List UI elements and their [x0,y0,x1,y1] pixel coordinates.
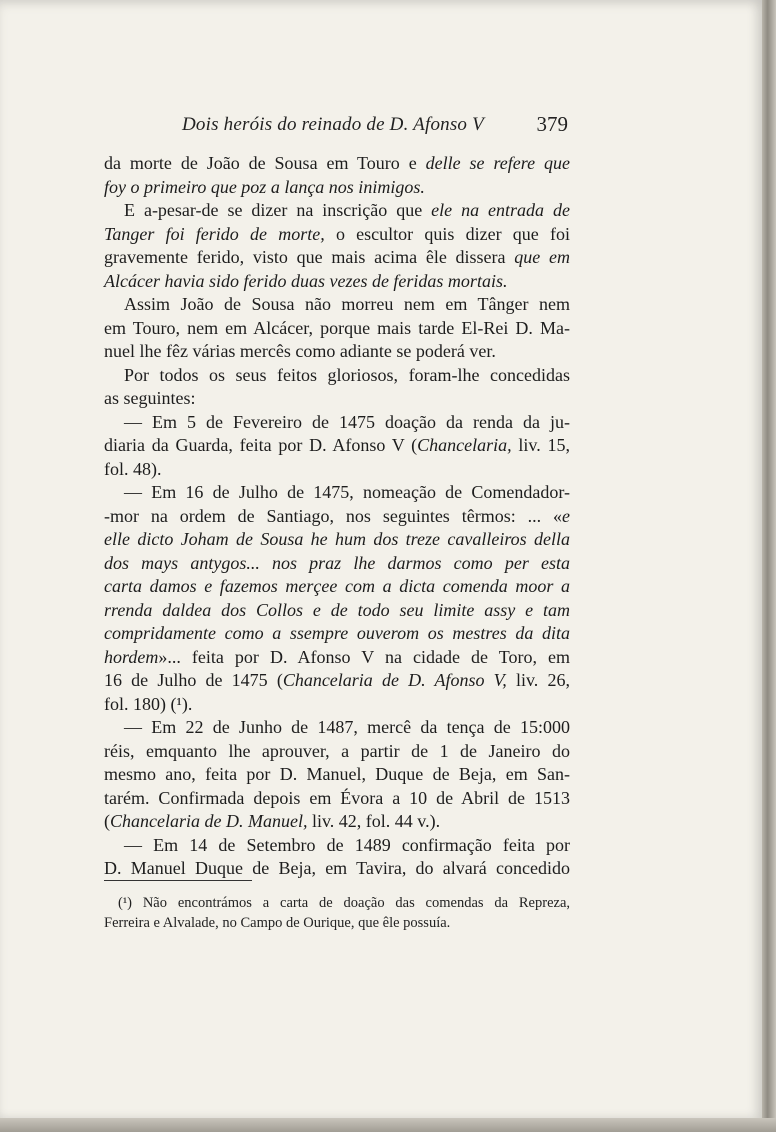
text-line [104,340,570,364]
text-line [104,199,570,223]
page-header [102,112,568,142]
text-run: Por todos os seus feitos gloriosos, foram-lhe concedidas [124,364,570,385]
italic-run: elle dicto Joham de Sousa he hum dos treze cavalleiros della [104,529,570,549]
text-line [104,458,570,482]
paragraph [104,716,570,834]
text-run: da morte de João de Sousa em Touro e [104,153,426,173]
text-line [104,364,570,388]
text-line [104,223,570,247]
paragraph [104,293,570,364]
text-run: liv. 42, fol. 44 v.). [307,811,441,831]
paragraph [104,364,570,411]
italic-run: Chancelaria de D. Afonso V, [282,670,507,690]
text-run: o escultor quis dizer que foi [324,223,570,244]
text-line [104,857,570,881]
text-run: mesmo ano, feita por D. Manuel, Duque de Beja, em San- [104,764,570,784]
italic-run: hordem [104,646,159,667]
paragraph [104,411,570,482]
text-line [104,505,570,529]
text-run: »... feita por D. Afonso V na cidade de Toro, em [158,646,570,667]
text-line [104,646,570,670]
italic-run: carta damos e fazemos merçee com a dicta comenda moor a [104,576,570,596]
text-run: — Em 16 de Julho de 1475, nomeação de Comendador- [124,482,570,502]
text-line [104,387,570,411]
italic-run: compridamente como a ssempre ouverom os mestres da dita [104,623,570,643]
text-run: nuel lhe fêz várias mercês como adiante se poderá ver. [104,341,496,361]
text-line [104,810,570,834]
italic-run: Alcácer havia sido ferido duas vezes de feridas mortais. [104,270,508,291]
text-line [104,293,570,317]
text-line [104,246,570,270]
text-run: — Em 14 de Setembro de 1489 confirmação feita por [124,834,570,855]
italic-run: Chancelaria, [417,435,512,455]
text-line [104,411,570,435]
text-run: réis, emquanto lhe aprouver, a partir de 1 de Janeiro do [104,740,570,761]
text-line [104,740,570,764]
text-line [104,834,570,858]
text-run: 16 de Julho de 1475 ( [104,670,283,690]
text-line [104,317,570,341]
footnote-rule [104,880,252,881]
footnote [104,893,570,933]
text-run: em Touro, nem em Alcácer, porque mais tarde El-Rei D. Ma- [104,317,570,338]
italic-run: ele na entrada de [431,200,570,220]
paragraph [104,834,570,881]
text-line [104,552,570,576]
footnote-line: Ferreira e Alvalade, no Campo de Ourique, que êle possuía. [104,915,451,931]
text-run: E a-pesar-de se dizer na inscrição que [124,200,432,220]
italic-run: Chancelaria de D. Manuel, [110,811,308,831]
text-line [104,693,570,717]
text-line [104,176,570,200]
page-edge-bottom [0,1118,776,1132]
body-text [104,152,570,881]
footnote-line: (¹) Não encontrámos a carta de doação das comendas da Repreza, [118,895,570,911]
italic-run: foy o primeiro que poz a lança nos inimigos. [104,176,425,197]
text-line [104,622,570,646]
text-line [104,787,570,811]
page-number: 379 [536,112,568,136]
text-line [104,528,570,552]
paragraph [104,152,570,199]
running-title: Dois heróis do reinado de D. Afonso V [182,114,484,135]
text-run: -mor na ordem de Santiago, nos seguintes têrmos: ... « [104,505,562,526]
text-line [104,434,570,458]
italic-run: que em [514,247,570,267]
text-run: tarém. Confirmada depois em Évora a 10 de Abril de 1513 [104,787,570,808]
text-run: as seguintes: [104,388,196,408]
text-run: gravemente ferido, visto que mais acima êle dissera [104,247,515,267]
italic-run: delle se refere que [425,153,570,173]
text-line [104,270,570,294]
text-run: — Em 22 de Junho de 1487, mercê da tença de 15:000 [124,717,570,737]
italic-run: Tanger foi ferido de morte, [104,223,325,244]
text-run: diaria da Guarda, feita por D. Afonso V ( [104,435,418,455]
text-line [104,763,570,787]
text-run: liv. 15, [511,435,570,455]
text-run: ( [104,811,110,831]
text-line [104,481,570,505]
text-line [104,669,570,693]
text-run: fol. 48). [104,458,162,479]
text-run: fol. 180) (¹). [104,693,193,714]
paragraph [104,481,570,716]
text-line [104,152,570,176]
text-run: D. Manuel Duque de Beja, em Tavira, do alvará concedido [104,858,570,878]
paragraph [104,199,570,293]
page-edge-right [762,0,776,1132]
italic-run: rrenda daldea dos Collos e de todo seu limite assy e tam [104,599,570,620]
text-run: Assim João de Sousa não morreu nem em Tânger nem [124,294,570,314]
text-line [104,575,570,599]
text-run: — Em 5 de Fevereiro de 1475 doação da renda da ju- [124,411,570,432]
text-run: liv. 26, [506,670,570,690]
italic-run: e [562,505,570,526]
text-line [104,599,570,623]
text-line [104,716,570,740]
italic-run: dos mays antygos... nos praz lhe darmos como per esta [104,552,570,573]
